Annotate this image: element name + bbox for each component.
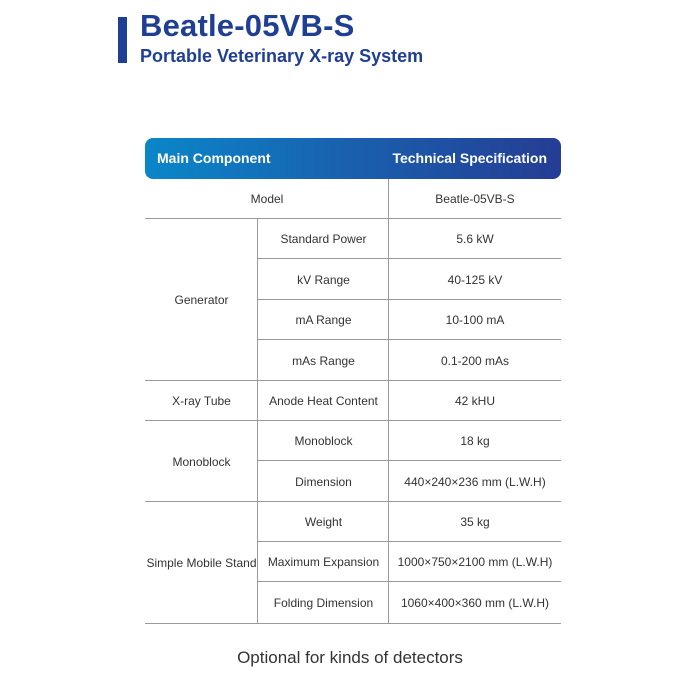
- title-accent-bar: [118, 17, 127, 63]
- row-label-weight: Weight: [304, 515, 343, 529]
- page-subtitle: Portable Veterinary X-ray System: [140, 46, 424, 66]
- row-divider: [258, 581, 561, 582]
- row-value-standard-power: 5.6 kW: [456, 232, 494, 246]
- row-value-dimension: 440×240×236 mm (L.W.H): [404, 474, 546, 489]
- row-value-kv-range: 40-125 kV: [447, 272, 503, 287]
- page-title: Beatle-05VB-S: [140, 8, 355, 43]
- row-label-monoblock: Monoblock: [294, 434, 353, 448]
- column-divider: [388, 179, 389, 623]
- row-value-mas-range: 0.1-200 mAs: [440, 353, 510, 368]
- row-divider: [258, 258, 561, 259]
- spec-table: [145, 179, 561, 624]
- row-divider: [145, 501, 561, 502]
- spec-table-header: [145, 138, 561, 179]
- header-main-component: Main Component: [157, 150, 271, 166]
- group-xray-tube: X-ray Tube: [172, 394, 231, 408]
- row-divider: [258, 299, 561, 300]
- table-bottom-rule: [145, 623, 561, 624]
- row-divider: [145, 420, 561, 421]
- row-label-folding-dimension: Folding Dimension: [273, 595, 374, 610]
- row-label-kv-range: kV Range: [297, 272, 350, 287]
- model-label: Model: [250, 192, 284, 206]
- row-label-dimension: Dimension: [295, 474, 352, 489]
- column-divider: [257, 219, 258, 623]
- row-label-maximum-expansion: Maximum Expansion: [267, 555, 380, 569]
- row-value-folding-dimension: 1060×400×360 mm (L.W.H): [400, 595, 550, 610]
- header-technical-specification: Technical Specification: [392, 150, 547, 166]
- row-value-maximum-expansion: 1000×750×2100 mm (L.W.H): [397, 555, 553, 569]
- row-label-anode-heat-content: Anode Heat Content: [269, 394, 378, 408]
- footer-note: Optional for kinds of detectors: [237, 648, 463, 667]
- model-value: Beatle-05VB-S: [435, 192, 515, 206]
- row-value-monoblock: 18 kg: [460, 434, 490, 448]
- row-label-mas-range: mAs Range: [292, 353, 355, 368]
- group-generator: Generator: [174, 293, 229, 307]
- group-monoblock: Monoblock: [172, 454, 231, 469]
- row-value-weight: 35 kg: [460, 515, 490, 529]
- row-value-anode-heat-content: 42 kHU: [454, 394, 495, 408]
- row-divider: [258, 460, 561, 461]
- group-simple-mobile-stand: Simple Mobile Stand: [146, 555, 257, 570]
- row-divider: [145, 218, 561, 219]
- row-divider: [258, 339, 561, 340]
- row-divider: [258, 541, 561, 542]
- row-label-standard-power: Standard Power: [280, 232, 367, 246]
- row-label-ma-range: mA Range: [295, 313, 352, 327]
- row-divider: [145, 380, 561, 381]
- row-value-ma-range: 10-100 mA: [445, 313, 505, 327]
